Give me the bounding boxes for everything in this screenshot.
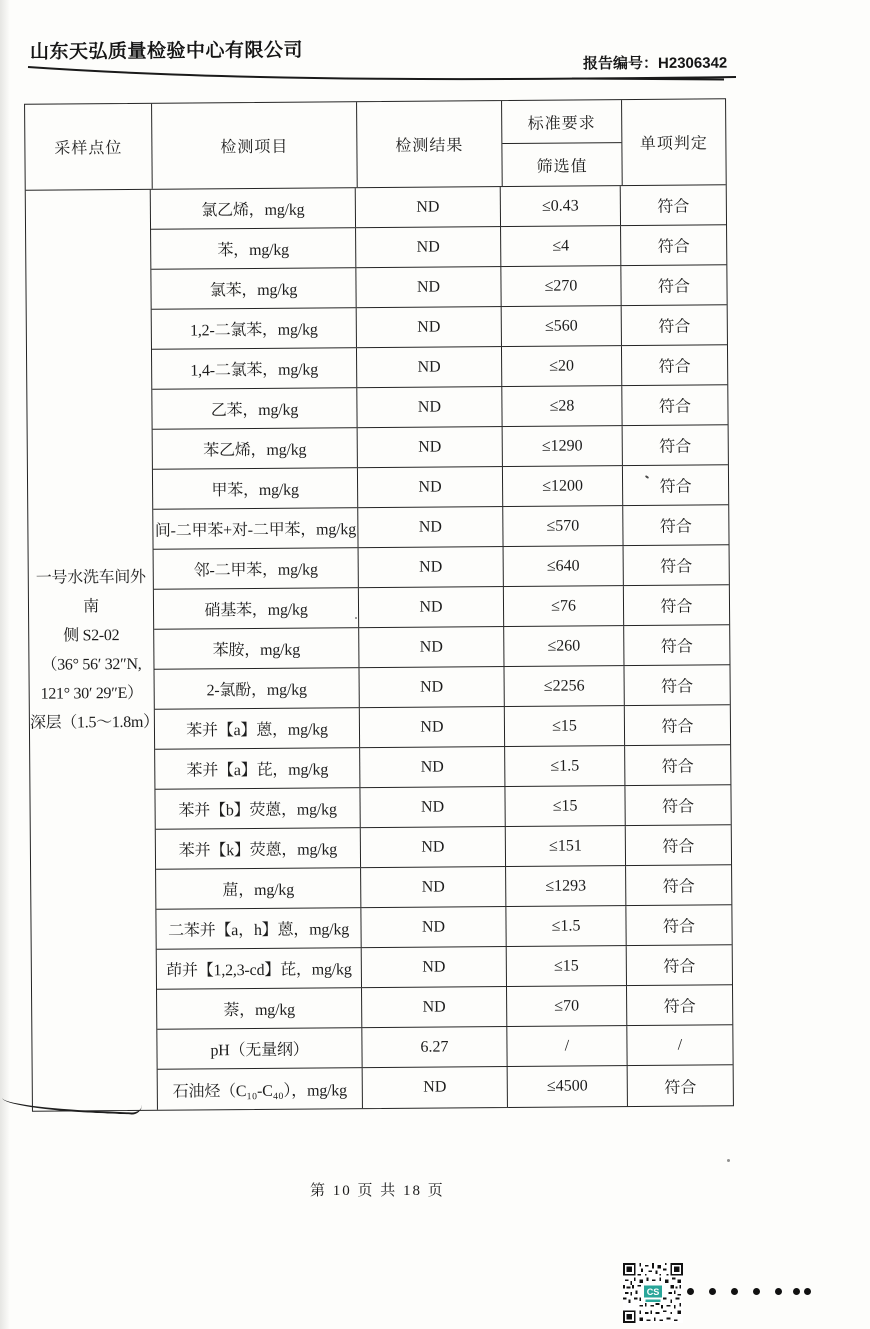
cell-test-result: ND [358,427,503,467]
cell-test-result: ND [360,787,505,827]
cell-test-item: 茚并【1,2,3-cd】芘，mg/kg [157,948,362,989]
col-header-standard-requirement: 标准要求 [502,100,621,144]
table-row [154,625,729,670]
cell-screening-value: ≤1290 [503,426,623,466]
qr-code-icon [621,1263,685,1323]
table-row [151,265,726,310]
table-row [157,1025,732,1070]
table-row [155,785,730,830]
col-header-test-item: 检测项目 [152,102,358,189]
cell-judgment: 符合 [657,278,691,296]
cell-test-result: ND [357,347,502,387]
cell-screening-value: ≤270 [501,266,621,306]
cell-test-result: ND [357,387,502,427]
cell-screening-value: ≤15 [507,946,627,986]
table-row [153,505,728,550]
cell-screening-value: / [507,1026,627,1066]
cell-judgment: 符合 [660,638,693,656]
results-table [24,98,734,1111]
cell-test-result: ND [360,747,505,787]
cell-test-item: pH（无量纲） [157,1028,362,1069]
col-header-standard [502,100,623,186]
cell-test-item: 氯苯，mg/kg [151,268,356,309]
cell-screening-value: ≤1293 [506,866,626,906]
cell-judgment: 符合 [657,238,690,256]
cell-screening-value: ≤151 [506,826,626,866]
data-rows [151,185,733,1109]
cell-judgment: 符合 [662,798,695,816]
cell-judgment: 符合 [658,358,691,376]
sampling-point-cell: 一号水洗车间外南 侧 S2-02 （36° 56′ 32″N, 121° 30′ 29″E） 深层（1.5～1.8m） [26,190,158,1111]
dot [804,1288,811,1295]
table-row [152,385,727,430]
dot-separator-row [687,1288,817,1296]
cell-test-result: ND [359,627,504,667]
report-number-label: 报告编号： [582,54,659,73]
cell-test-result: ND [356,227,501,267]
cell-judgment: 符合 [662,918,696,936]
cell-test-result: ND [360,707,505,747]
cell-screening-value: ≤15 [505,706,625,746]
cell-judgment: 符合 [661,758,694,776]
dot [793,1288,800,1295]
cell-test-result: ND [359,547,504,587]
table-row [156,865,731,910]
cell-test-result: ND [362,947,507,987]
header-divider-line [26,60,738,86]
cell-test-result: ND [363,1067,508,1108]
cell-judgment: 符合 [658,318,691,336]
cell-test-item: 苯并【a】蒽，mg/kg [155,708,360,749]
cell-judgment: 符合 [658,398,692,416]
dot [687,1288,694,1295]
cell-test-item: 苯，mg/kg [151,228,356,269]
svg-text:CS: CS [646,1286,660,1297]
cell-judgment: 符合 [660,598,693,616]
cell-screening-value: ≤76 [504,586,624,626]
cell-test-item: 苯胺，mg/kg [154,628,359,669]
cell-test-result: ND [356,187,501,227]
dot [731,1288,738,1295]
cell-test-item: 2-氯酚，mg/kg [155,668,360,709]
cell-test-item: 1,4-二氯苯，mg/kg [152,348,357,389]
cell-judgment: 符合 [659,438,692,456]
cell-judgment: 符合 [662,838,695,856]
cell-test-item: 硝基苯，mg/kg [154,588,359,629]
cell-screening-value: ≤4500 [508,1066,628,1107]
cell-screening-value: ≤1200 [503,466,623,506]
col-header-screening-value: 筛选值 [536,157,588,176]
table-row [155,705,730,750]
cell-test-item: 氯乙烯，mg/kg [151,188,356,229]
cell-judgment: 符合 [661,678,694,696]
col-header-sampling-point: 采样点位 [25,104,153,190]
cell-judgment: 符合 [662,878,695,896]
scan-speck [727,1159,730,1162]
cell-screening-value: ≤70 [507,986,627,1026]
table-row [157,985,732,1030]
cell-test-result: 6.27 [362,1027,507,1067]
cell-test-result: ND [361,827,506,867]
report-number-value: H2306342 [657,54,728,72]
table-row [153,465,728,510]
cell-test-item: 二苯并【a，h】蒽，mg/kg [156,908,361,949]
table-row [151,185,726,230]
cell-judgment: 符合 [659,518,692,536]
cell-test-result: ND [358,467,503,507]
table-row [156,905,731,950]
col-header-judgment: 单项判定 [639,135,708,153]
cell-test-item: 石油烃（C₁₀-C₄₀），mg/kg [158,1068,363,1110]
cell-judgment: 符合 [660,558,693,576]
dot [775,1288,782,1295]
table-row [154,545,729,590]
cell-screening-value: ≤2256 [504,666,624,706]
cell-test-result: ND [357,307,502,347]
cell-screening-value: ≤570 [503,506,623,546]
table-row [158,1065,733,1110]
cell-screening-value: ≤20 [502,346,622,386]
cell-test-result: ND [361,867,506,907]
cell-test-item: 苯并【k】荧蒽，mg/kg [156,828,361,869]
cell-screening-value: ≤28 [502,386,622,426]
cell-screening-value: ≤15 [505,786,625,826]
cell-screening-value: ≤0.43 [501,186,621,226]
cell-test-result: ND [356,267,501,307]
scan-speck [355,617,357,619]
cell-judgment: 符合 [663,958,696,976]
cell-screening-value: ≤1.5 [505,746,625,786]
cell-test-item: 甲苯，mg/kg [153,468,358,509]
cell-judgment: 符合 [661,718,694,736]
cell-screening-value: ≤560 [502,306,622,346]
table-body [26,185,733,1110]
cell-screening-value: ≤640 [504,546,624,586]
cell-test-result: ND [361,907,506,947]
cell-test-item: 苯并【a】芘，mg/kg [155,748,360,789]
scan-edge-shadow [0,0,10,1329]
cell-test-item: 邻-二甲苯，mg/kg [154,548,359,589]
cell-screening-value: ≤1.5 [506,906,626,946]
cell-test-item: 乙苯，mg/kg [152,388,357,429]
cell-screening-value: ≤4 [501,226,621,266]
cell-judgment: 符合 [657,198,690,216]
col-header-test-result: 检测结果 [357,101,503,187]
cell-test-item: 萘，mg/kg [157,988,362,1029]
table-row [154,585,729,630]
cell-test-item: 䓛，mg/kg [156,868,361,909]
cell-test-result: ND [359,587,504,627]
cell-test-item: 苯并【b】荧蒽，mg/kg [155,788,360,829]
table-row [152,345,727,390]
table-row [152,305,727,350]
cell-judgment: 符合 [664,1079,697,1097]
company-name: 山东天弘质量检验中心有限公司 [29,40,304,64]
cell-judgment: 符合 [659,478,692,496]
cell-judgment: / [677,1036,683,1054]
cell-judgment: 符合 [663,998,696,1016]
cell-test-item: 间-二甲苯+对-二甲苯，mg/kg [153,508,358,549]
table-row [153,425,728,470]
cell-test-result: ND [362,987,507,1027]
table-row [155,745,730,790]
cell-screening-value: ≤260 [504,626,624,666]
dot [753,1288,760,1295]
qr-center-badge [644,1286,662,1302]
cell-test-item: 苯乙烯，mg/kg [153,428,358,469]
cell-test-item: 1,2-二氯苯，mg/kg [152,308,357,349]
dot [709,1288,716,1295]
cell-test-result: ND [358,507,503,547]
table-row [157,945,732,990]
page-number: 第 10 页 共 18 页 [310,1183,445,1199]
table-row [156,825,731,870]
table-row [155,665,730,710]
table-row [151,225,726,270]
table-header-row [25,99,726,190]
cell-test-result: ND [359,667,504,707]
